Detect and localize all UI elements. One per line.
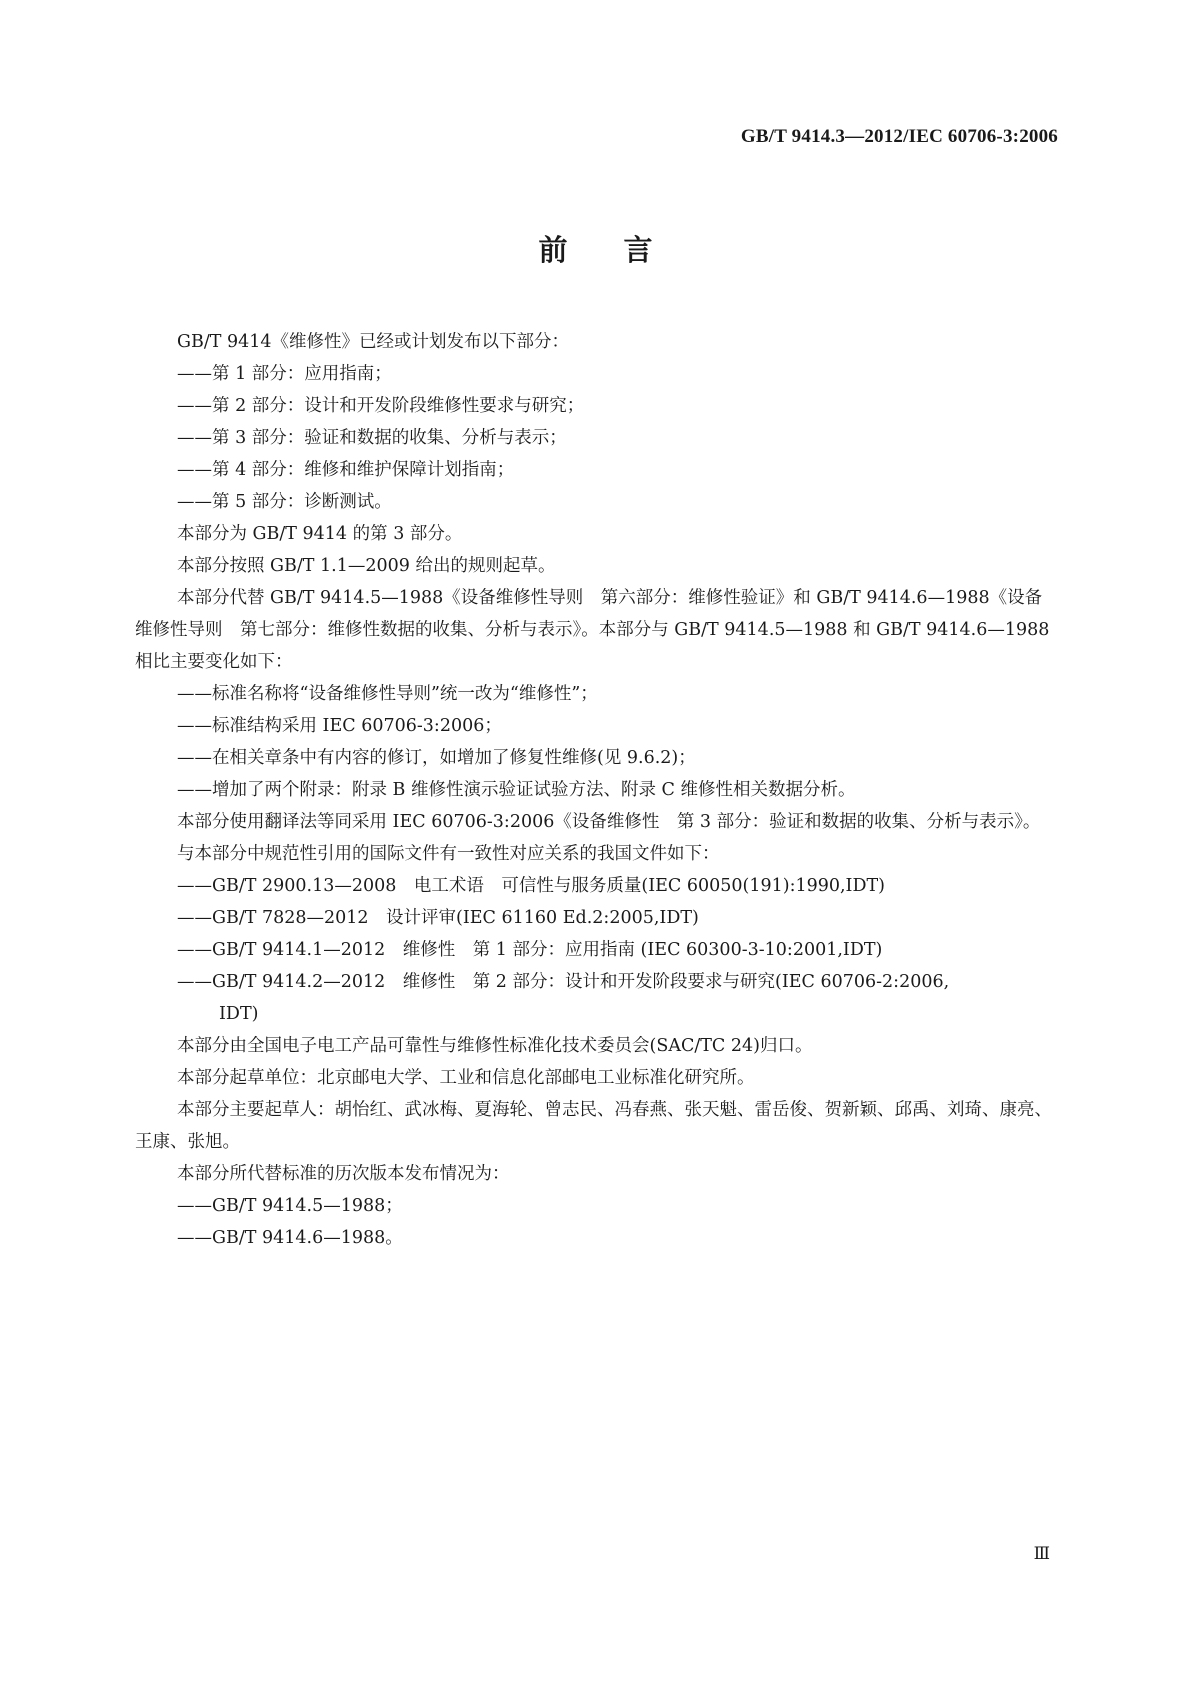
- reference-item: ——GB/T 2900.13—2008 电工术语 可信性与服务质量(IEC 60050(191):1990,IDT): [177, 876, 886, 896]
- this-part-paragraph: 本部分为 GB/T 9414 的第 3 部分。: [177, 524, 463, 544]
- reference-item: [135, 966, 1056, 1030]
- page-number: Ⅲ: [1033, 1544, 1050, 1563]
- centralized-paragraph: 本部分由全国电子电工产品可靠性与维修性标准化技术委员会(SAC/TC 24)归口。: [177, 1036, 813, 1056]
- reference-item-line2: IDT): [219, 1004, 259, 1024]
- history-item: ——GB/T 9414.6—1988。: [177, 1228, 403, 1248]
- list-item: ——第 3 部分：验证和数据的收集、分析与表示；: [177, 428, 567, 448]
- list-item: ——第 4 部分：维修和维护保障计划指南；: [177, 460, 515, 480]
- drafters-paragraph: 本部分主要起草人：胡怡红、武冰梅、夏海轮、曾志民、冯春燕、张天魁、雷岳俊、贺新颖、邱禹、刘琦、康亮、王康、张旭。: [135, 1100, 1052, 1152]
- history-item: ——GB/T 9414.5—1988；: [177, 1196, 403, 1216]
- correspondence-intro: 与本部分中规范性引用的国际文件有一致性对应关系的我国文件如下：: [177, 844, 720, 864]
- list-item: ——标准结构采用 IEC 60706-3:2006；: [177, 716, 502, 736]
- list-item: ——第 2 部分：设计和开发阶段维修性要求与研究；: [177, 396, 585, 416]
- page-title: 前言: [538, 233, 709, 267]
- standard-number: GB/T 9414.3—2012/IEC 60706-3:2006: [740, 126, 1058, 147]
- reference-item: ——GB/T 7828—2012 设计评审(IEC 61160 Ed.2:2005,IDT): [177, 908, 699, 928]
- list-item: ——增加了两个附录：附录 B 维修性演示验证试验方法、附录 C 维修性相关数据分析。: [177, 780, 856, 800]
- adoption-paragraph: 本部分使用翻译法等同采用 IEC 60706-3:2006《设备维修性 第 3 部分：验证和数据的收集、分析与表示》。: [177, 812, 1041, 832]
- drafting-units-paragraph: 本部分起草单位：北京邮电大学、工业和信息化部邮电工业标准化研究所。: [177, 1068, 755, 1088]
- drafting-rules-paragraph: 本部分按照 GB/T 1.1—2009 给出的规则起草。: [177, 556, 556, 576]
- intro-paragraph: GB/T 9414《维修性》已经或计划发布以下部分：: [177, 332, 570, 352]
- list-item: ——标准名称将“设备维修性导则”统一改为“维修性”；: [177, 684, 598, 704]
- list-item: ——第 1 部分：应用指南；: [177, 364, 392, 384]
- reference-item: ——GB/T 9414.1—2012 维修性 第 1 部分：应用指南 (IEC 60300-3-10:2001,IDT): [177, 940, 883, 960]
- replaces-paragraph: 本部分代替 GB/T 9414.5—1988《设备维修性导则 第六部分：维修性验证》和 GB/T 9414.6—1988《设备维修性导则 第七部分：维修性数据的收集、分析与表示》。本部分与 GB/T 9414.5—1988 和 GB/T 9414.6—1988 相比主要变化如下：: [135, 588, 1050, 672]
- list-item: ——第 5 部分：诊断测试。: [177, 492, 392, 512]
- reference-item-line1: ——GB/T 9414.2—2012 维修性 第 2 部分：设计和开发阶段要求与研究(IEC 60706-2:2006,: [177, 972, 950, 992]
- history-intro: 本部分所代替标准的历次版本发布情况为：: [177, 1164, 510, 1184]
- document-body: [135, 326, 1056, 1254]
- list-item: ——在相关章条中有内容的修订，如增加了修复性维修(见 9.6.2)；: [177, 748, 696, 768]
